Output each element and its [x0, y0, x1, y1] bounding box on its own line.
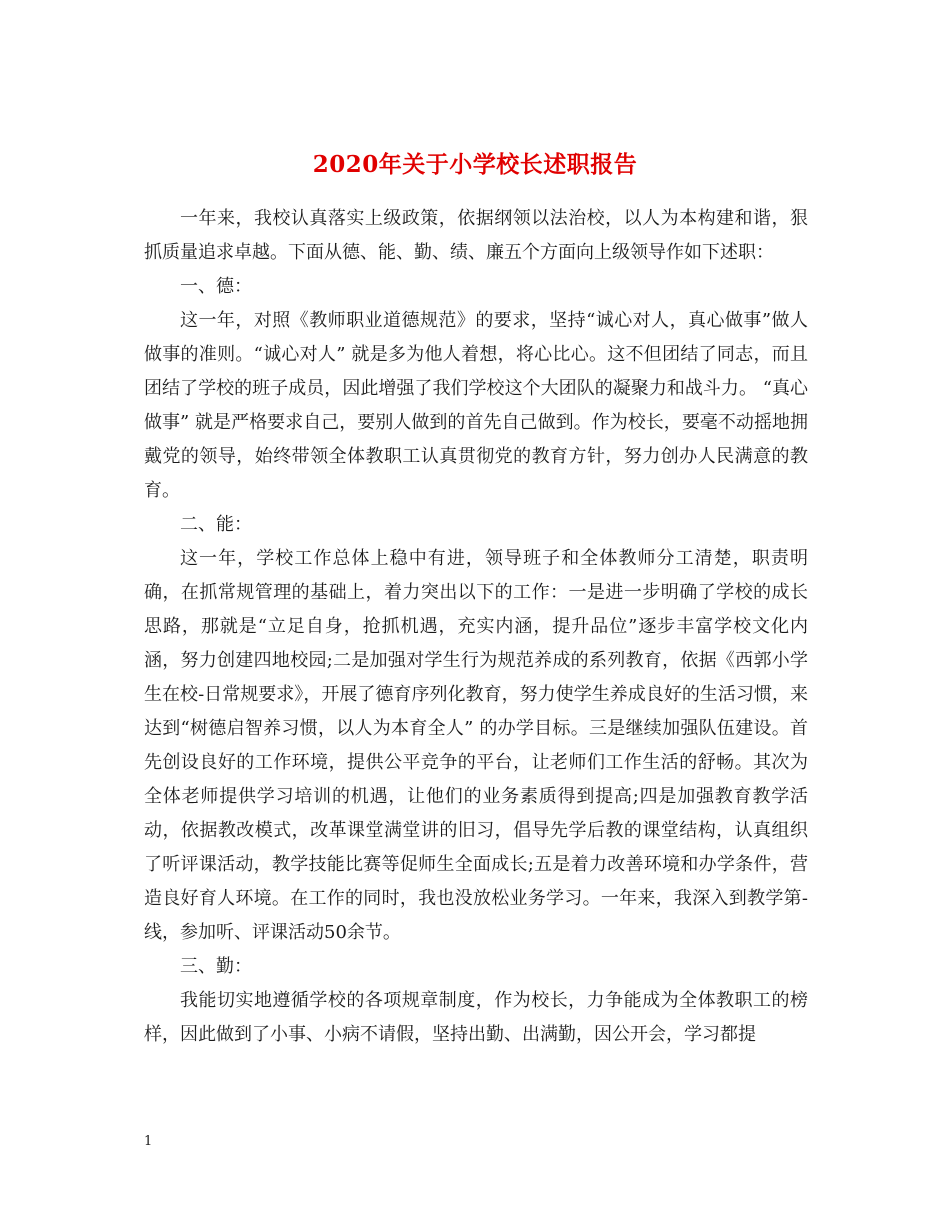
- paragraph-de: 这一年，对照《教师职业道德规范》的要求，坚持“诚心对人，真心做事”做人做事的准则。“诚心对人” 就是多为他人着想，将心比心。这不但团结了同志，而且团结了学校的班子成员，因此增强了我们学校这个大团队的凝聚力和战斗力。 “真心做事” 就是严格要求自己，要别人做到的首先自己做到。作为校长，要毫不动摇地拥戴党的领导，始终带领全体教职工认真贯彻党的教育方针，努力创办人民满意的教育。: [144, 310, 808, 501]
- paragraph-qin: 我能切实地遵循学校的各项规章制度，作为校长，力争能成为全体教职工的榜样，因此做到了小事、小病不请假，坚持出勤、出满勤，因公开会，学习都提: [144, 990, 808, 1045]
- paragraph-neng: 这一年，学校工作总体上稳中有进，领导班子和全体教师分工清楚，职责明确，在抓常规管理的基础上，着力突出以下的工作：一是进一步明确了学校的成长思路，那就是“立足自身，抢抓机遇，充实内涵，提升品位”逐步丰富学校文化内涵，努力创建四地校园;二是加强对学生行为规范养成的系列教育，依据《西郭小学生在校-日常规要求》，开展了德育序列化教育，努力使学生养成良好的生活习惯，来达到“树德启智养习惯，以人为本育全人” 的办学目标。三是继续加强队伍建设。首先创设良好的工作环境，提供公平竞争的平台，让老师们工作生活的舒畅。其次为全体老师提供学习培训的机遇，让他们的业务素质得到提高;四是加强教育教学活动，依据教改模式，改革课堂满堂讲的旧习，倡导先学后教的课堂结构，认真组织了听评课活动，教学技能比赛等促师生全面成长;五是着力改善环境和办学条件，营造良好育人环境。在工作的同时，我也没放松业务学习。一年来，我深入到教学第-线，参加听、评课活动50余节。: [144, 548, 808, 943]
- document-body: [144, 202, 808, 1052]
- intro-paragraph: 一年来，我校认真落实上级政策，依据纲领以法治校，以人为本构建和谐，狠抓质量追求卓越。下面从德、能、勤、绩、廉五个方面向上级领导作如下述职：: [144, 208, 808, 263]
- section-heading-qin: 三、勤：: [180, 956, 252, 977]
- section-heading-de: 一、德：: [180, 276, 252, 297]
- document-title: 2020年关于小学校长述职报告: [312, 151, 638, 179]
- section-heading-neng: 二、能：: [180, 514, 252, 535]
- page-number: 1: [144, 1134, 153, 1149]
